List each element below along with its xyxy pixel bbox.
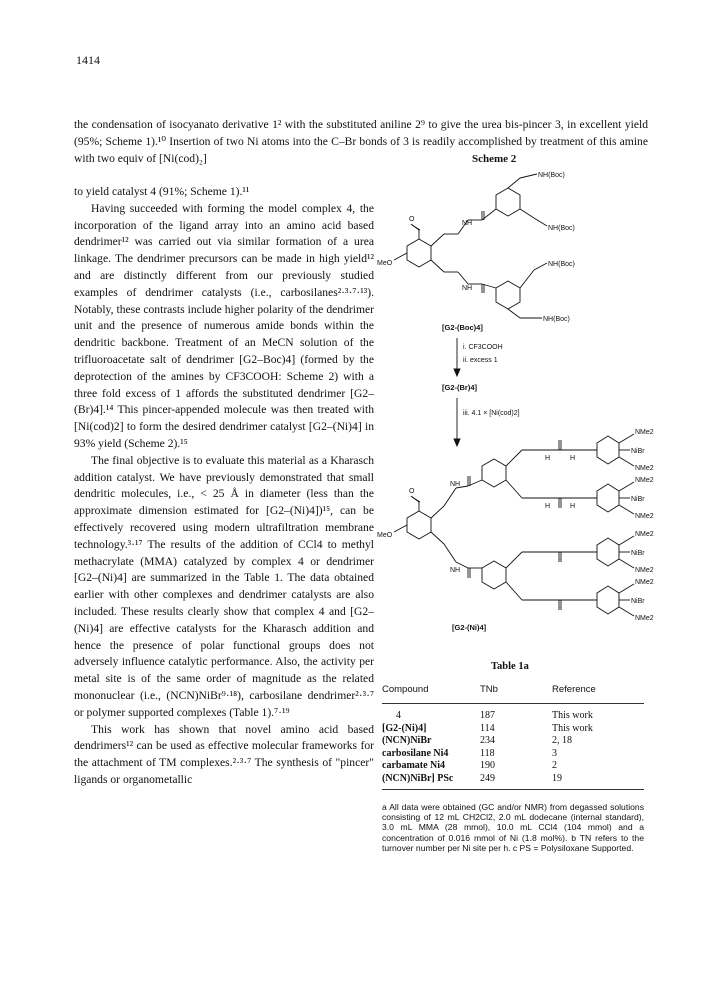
col-reference: Reference bbox=[552, 682, 644, 704]
table-row bbox=[382, 723, 644, 736]
nhboc-label-1: NH(Boc) bbox=[538, 172, 565, 179]
paragraph-4: This work has shown that novel amino acid based dendrimers¹² can be used as effective molecular frameworks for the attachment of TM complexes.²·³·⁷ The synthesis of "pincer" ligands or organometallic bbox=[74, 722, 374, 786]
nhboc-label-2: NH(Boc) bbox=[548, 225, 575, 232]
nh-label-bottom-lower: NH bbox=[450, 567, 461, 574]
nme2-label-2b: NMe2 bbox=[635, 513, 654, 520]
core-ring-top bbox=[407, 239, 431, 267]
branch-ring-bottom-upper bbox=[482, 459, 506, 487]
cell-compound: 4 bbox=[396, 710, 401, 721]
cell-compound: carbosilane Ni4 bbox=[382, 747, 449, 759]
branch-ring-top-upper bbox=[496, 188, 520, 216]
nibr-label-4: NiBr bbox=[631, 598, 645, 605]
nme2-label-3a: NMe2 bbox=[635, 531, 654, 538]
cell-reference: 2 bbox=[552, 760, 557, 771]
nh-label-top-upper: NH bbox=[462, 220, 473, 227]
table-title: Table 1a bbox=[491, 661, 529, 672]
branch-ring-top-lower bbox=[496, 281, 520, 309]
page-number: 1414 bbox=[76, 53, 100, 67]
nhboc-label-3: NH(Boc) bbox=[548, 261, 575, 268]
table-header-row bbox=[382, 682, 644, 704]
lead-text: the condensation of isocyanato derivative 1² with the substituted aniline 2⁹ to give the urea bis-pincer 3, in excellent yield (95%; Scheme 1).¹⁰ Insertion of two Ni atoms into the C–Br bonds of 3 is readily accomplished by treatment of this amine with two equiv of [Ni(cod)₂] bbox=[74, 118, 648, 165]
step-1-label: i. CF3COOH bbox=[463, 344, 503, 351]
nme2-label-3b: NMe2 bbox=[635, 567, 654, 574]
pincer-ring-3 bbox=[597, 538, 619, 566]
results-table bbox=[382, 682, 644, 790]
footnote-text: a All data were obtained (GC and/or NMR) from degassed solutions consisting of 12 mL CH2Cl2, 2.0 mL dodecane (internal standard), 3.0 mL MMA (28 mmol), 10.0 mL CCl4 (104 mmol) and a concentration of 0.016 mmol of Ni (1.8 mol%). b TN refers to the turnover number per Ni site per h. c PS = Polysiloxane Supported. bbox=[382, 802, 644, 853]
cell-tn: 249 bbox=[480, 773, 552, 790]
cell-tn: 234 bbox=[480, 735, 495, 746]
core-ring-bottom bbox=[407, 511, 431, 539]
table-footnote bbox=[382, 802, 644, 853]
cell-tn: 118 bbox=[480, 747, 495, 759]
label-g2-boc4: [G2-(Boc)4] bbox=[442, 323, 483, 332]
pincer-ring-1 bbox=[597, 436, 619, 464]
cell-compound: [G2-(Ni)4] bbox=[382, 722, 427, 734]
cell-tn: 190 bbox=[480, 760, 495, 771]
cell-reference: 2, 18 bbox=[552, 735, 572, 746]
table-row bbox=[382, 773, 644, 790]
o-label-top: O bbox=[409, 216, 415, 223]
cell-compound: (NCN)NiBr] PSc bbox=[382, 773, 480, 790]
nibr-label-3: NiBr bbox=[631, 550, 645, 557]
nibr-label-2: NiBr bbox=[631, 496, 645, 503]
nibr-label-1: NiBr bbox=[631, 448, 645, 455]
pincer-ring-4 bbox=[597, 586, 619, 614]
scheme-title: Scheme 2 bbox=[472, 153, 517, 165]
nh-label-bottom-upper: NH bbox=[450, 481, 461, 488]
urea-h-3: H bbox=[545, 503, 551, 510]
label-g2-ni4: [G2-(Ni)4] bbox=[452, 623, 487, 632]
nme2-label-1a: NMe2 bbox=[635, 429, 654, 436]
urea-h-2: H bbox=[570, 455, 576, 462]
left-column bbox=[74, 184, 374, 789]
table-row bbox=[382, 735, 644, 748]
paragraph-3: The final objective is to evaluate this material as a Kharasch addition catalyst. We have previously demonstrated that small dendritic molecules, i.e., < 25 Å in diameter (less than the approximate dimension estimated for [G2–(Ni)4])¹⁵, can be effectively recovered using modern ultrafiltration membrane technology.³·¹⁷ The results of the addition of CCl4 to methyl methacrylate (MMA) catalyzed by complex 4 or dendrimer [G2–(Ni)4] are summarized in the Table 1. The data obtained earlier with other complexes and dendrimer catalysts are also included. These results clearly show that complex 4 and [G2–(Ni)4] are effective catalysts for the Kharasch addition and hence the presence of polar functional groups does not adversely influence catalytic performance. Also, the activity per metal site is of the same order of magnitude as the related mononuclear (i.e., (NCN)NiBr⁹·¹⁸), carbosilane dendrimer²·³·⁷ or polymer supported complexes (Table 1).⁷·¹⁹ bbox=[74, 453, 374, 719]
cell-tn: 114 bbox=[480, 722, 495, 734]
nme2-label-4b: NMe2 bbox=[635, 615, 654, 622]
nh-label-top-lower: NH bbox=[462, 285, 473, 292]
table-row bbox=[382, 704, 644, 723]
cell-compound: (NCN)NiBr bbox=[382, 735, 432, 746]
cell-reference: 3 bbox=[552, 747, 557, 759]
pincer-ring-2 bbox=[597, 484, 619, 512]
nhboc-label-4: NH(Boc) bbox=[543, 316, 570, 323]
nme2-label-4a: NMe2 bbox=[635, 579, 654, 586]
paragraph-2: Having succeeded with forming the model complex 4, the incorporation of the ligand array into an amino acid based dendrimer¹² was carried out via similar formation of a urea linkage. The dendrimer precursors can be made in high yield¹² and are distinctly different from our previously studied examples of dendrimer catalysts (i.e., carbosilanes²·³·⁷·¹³). Notably, these contrasts include higher polarity of the dendrimer unit and the presence of numerous amide bonds within the dendritic backbone. Treatment of an MeCN solution of the trifluoroacetate salt of dendrimer [G2–Boc)4] (formed by the deprotection of the amines by CF3COOH: Scheme 2) with a three fold excess of 1 affords the substituted dendrimer [G2–(Br)4].¹⁴ This pincer-appended molecule was then treated with [Ni(cod)2] to form the desired dendrimer catalyst [G2–(Ni)4] in 93% yield (Scheme 2).¹⁵ bbox=[74, 201, 374, 450]
nme2-label-1b: NMe2 bbox=[635, 465, 654, 472]
meo-label-top: MeO bbox=[377, 260, 393, 267]
cell-tn: 187 bbox=[480, 710, 495, 721]
left-col-first-line: to yield catalyst 4 (91%; Scheme 1).¹¹ bbox=[74, 185, 250, 198]
label-g2-br4: [G2-(Br)4] bbox=[442, 383, 477, 392]
branch-ring-bottom-lower bbox=[482, 561, 506, 589]
urea-h-4: H bbox=[570, 503, 576, 510]
cell-compound: carbamate Ni4 bbox=[382, 760, 446, 771]
table-row bbox=[382, 748, 644, 761]
nme2-label-2a: NMe2 bbox=[635, 477, 654, 484]
urea-h-1: H bbox=[545, 455, 551, 462]
col-compound: Compound bbox=[382, 682, 480, 704]
cell-reference: This work bbox=[552, 710, 593, 721]
col-tn: TNb bbox=[480, 682, 552, 704]
o-label-bottom: O bbox=[409, 488, 415, 495]
scheme-2-diagram bbox=[372, 168, 672, 643]
cell-reference: This work bbox=[552, 722, 593, 734]
table-row bbox=[382, 760, 644, 773]
meo-label-bottom: MeO bbox=[377, 532, 393, 539]
step-3-label: iii. 4.1 × [Ni(cod)2] bbox=[463, 410, 520, 417]
step-2-label: ii. excess 1 bbox=[463, 357, 498, 364]
cell-reference: 19 bbox=[552, 773, 644, 790]
lead-paragraph bbox=[74, 117, 648, 167]
